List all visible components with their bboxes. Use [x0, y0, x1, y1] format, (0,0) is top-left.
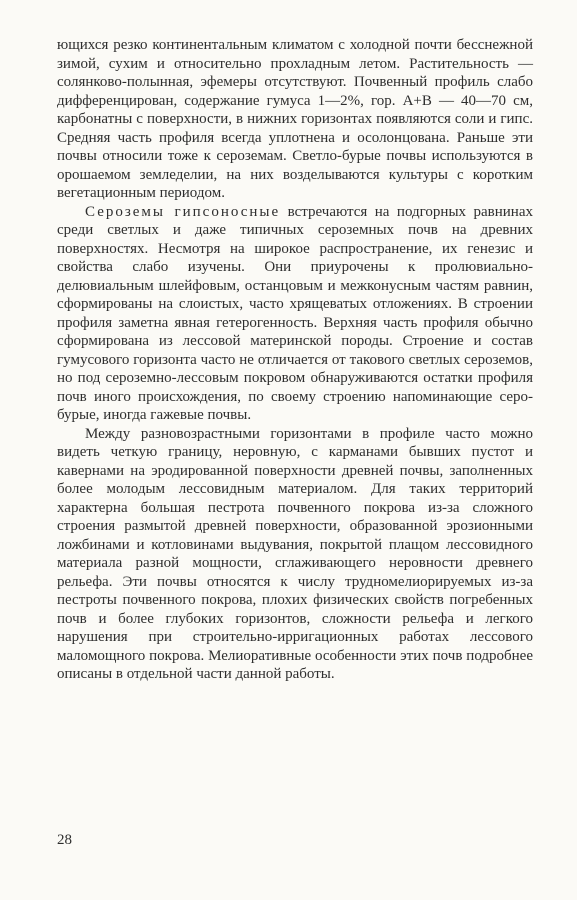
- paragraph-1: [57, 36, 533, 203]
- paragraph-2-lead-term: Сероземы гипсоносные: [85, 203, 281, 220]
- paragraph-2-text: встречаются на подгорных равнинах среди светлых и даже типичных сероземных почв на древних поверхностях. Несмотря на широкое распространение, их генезис и свойства слабо изучены. Они приурочены к пролювиально-делювиальным шлейфовым, останцовым и межконусным частям равнин, сформированы на слоистых, часто хрящеватых отложениях. В строении профиля заметна явная гетерогенность. Верхняя часть профиля обычно сформирована из лессовой материнской породы. Строение и состав гумусового горизонта часто не отличается от такового светлых сероземов, но под сероземно-лессовым покровом обнаруживаются остатки профиля почв иного происхождения, по своему строению напоминающие серо-бурые, иногда гажевые почвы.: [57, 203, 533, 423]
- paragraph-3: [57, 425, 533, 684]
- paragraph-3-text: Между разновозрастными горизонтами в профиле часто можно видеть четкую границу, неровную, с карманами бывших пустот и кавернами на эродированной поверхности древней почвы, заполненных более молодым лессовидным материалом. Для таких территорий характерна большая пестрота почвенного покрова из-за сложного строения размытой древней поверхности, образованной эрозионными ложбинами и котловинами выдувания, покрытой плащом лессовидного материала разной мощности, сглаживающего неровности древнего рельефа. Эти почвы относятся к числу трудномелиорируемых из-за пестроты почвенного покрова, плохих физических свойств погребенных почв и более глубоких горизонтов, сложности рельефа и легкого нарушения при строительно-ирригационных работах лессового маломощного покрова. Мелиоративные особенности этих почв подробнее описаны в отдельной части данной работы.: [57, 425, 533, 682]
- paragraph-1-text: ющихся резко континентальным климатом с холодной почти бесснежной зимой, сухим и относительно прохладным летом. Растительность — солянково-полынная, эфемеры отсутствуют. Почвенный профиль слабо дифференцирован, содержание гумуса 1—2%, гор. А+В — 40—70 см, карбонатны с поверхности, в нижних горизонтах появляются соли и гипс. Средняя часть профиля всегда уплотнена и осолонцована. Раньше эти почвы относили тоже к сероземам. Светло-бурые почвы используются в орошаемом земледелии, на них возделываются культуры с коротким вегетационным периодом.: [57, 37, 533, 201]
- page-text: [57, 36, 533, 684]
- paragraph-2: [57, 203, 533, 425]
- page-number: 28: [57, 832, 72, 848]
